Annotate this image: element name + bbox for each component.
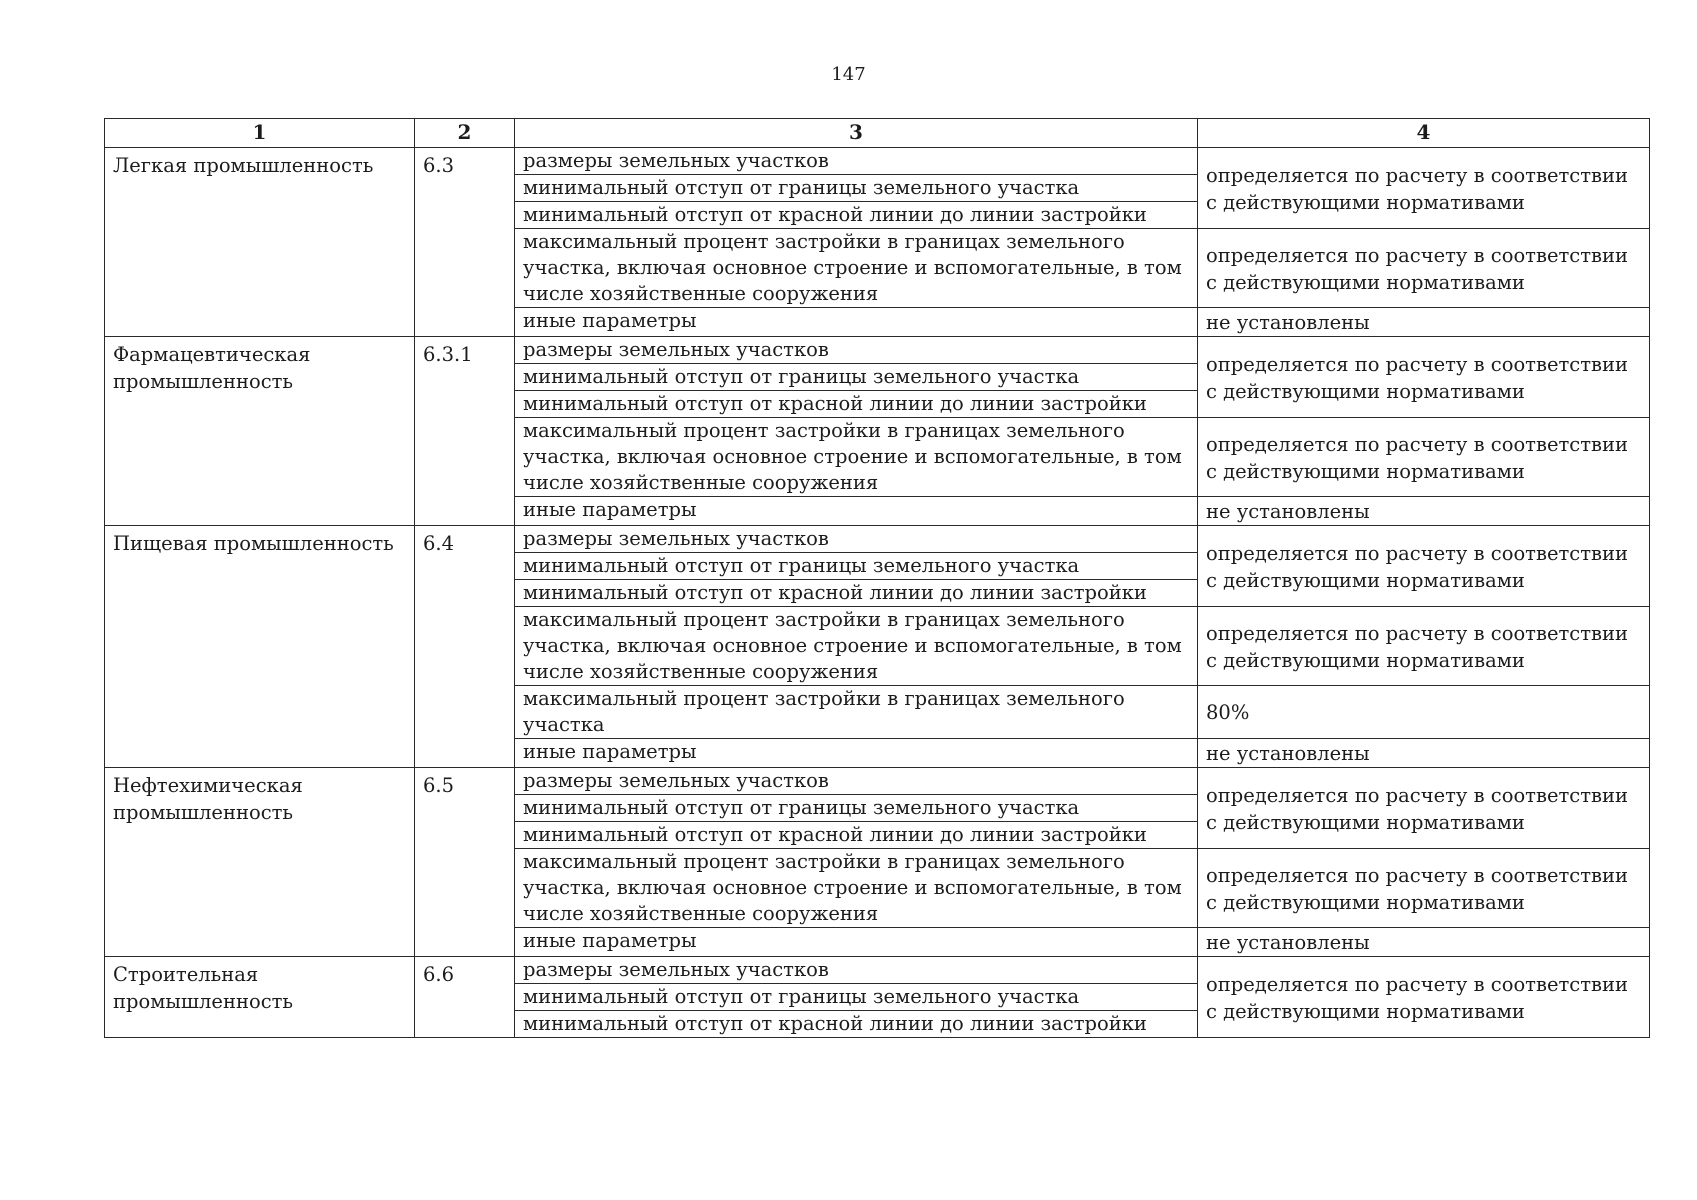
value-cell: определяется по расчету в соответствии с действующими нормативами — [1198, 337, 1650, 418]
parameter-cell: минимальный отступ от красной линии до линии застройки — [515, 1011, 1198, 1038]
parameter-cell: размеры земельных участков — [515, 957, 1198, 984]
land-use-code: 6.6 — [415, 957, 515, 1038]
header-row — [105, 119, 1650, 148]
parameter-cell: минимальный отступ от красной линии до линии застройки — [515, 391, 1198, 418]
value-cell: не установлены — [1198, 739, 1650, 768]
value-cell: определяется по расчету в соответствии с действующими нормативами — [1198, 768, 1650, 849]
table-row — [105, 526, 1650, 553]
land-use-name: Строительная промышленность — [105, 957, 415, 1038]
parameter-cell: минимальный отступ от красной линии до линии застройки — [515, 202, 1198, 229]
parameter-cell: минимальный отступ от красной линии до линии застройки — [515, 822, 1198, 849]
regulations-table — [104, 118, 1650, 1038]
value-cell: определяется по расчету в соответствии с действующими нормативами — [1198, 849, 1650, 928]
parameter-cell: иные параметры — [515, 928, 1198, 957]
parameter-cell: размеры земельных участков — [515, 148, 1198, 175]
land-use-name: Фармацевтическая промышленность — [105, 337, 415, 526]
value-cell: определяется по расчету в соответствии с действующими нормативами — [1198, 957, 1650, 1038]
parameter-cell: максимальный процент застройки в границах земельного участка, включая основное строение и вспомогательные, в том числе хозяйственные сооружения — [515, 607, 1198, 686]
parameter-cell: иные параметры — [515, 497, 1198, 526]
land-use-code: 6.3.1 — [415, 337, 515, 526]
header-col-3: 3 — [515, 119, 1198, 148]
parameter-cell: максимальный процент застройки в границах земельного участка, включая основное строение и вспомогательные, в том числе хозяйственные сооружения — [515, 229, 1198, 308]
value-cell: 80% — [1198, 686, 1650, 739]
value-cell: определяется по расчету в соответствии с действующими нормативами — [1198, 418, 1650, 497]
table-row — [105, 957, 1650, 984]
parameter-cell: минимальный отступ от границы земельного участка — [515, 364, 1198, 391]
header-col-1: 1 — [105, 119, 415, 148]
page-number: 147 — [831, 64, 866, 85]
land-use-code: 6.3 — [415, 148, 515, 337]
value-cell: определяется по расчету в соответствии с действующими нормативами — [1198, 526, 1650, 607]
parameter-cell: минимальный отступ от границы земельного участка — [515, 795, 1198, 822]
value-cell: определяется по расчету в соответствии с действующими нормативами — [1198, 148, 1650, 229]
land-use-name: Легкая промышленность — [105, 148, 415, 337]
parameter-cell: максимальный процент застройки в границах земельного участка — [515, 686, 1198, 739]
parameter-cell: размеры земельных участков — [515, 768, 1198, 795]
parameter-cell: размеры земельных участков — [515, 337, 1198, 364]
value-cell: не установлены — [1198, 928, 1650, 957]
parameter-cell: иные параметры — [515, 308, 1198, 337]
value-cell: определяется по расчету в соответствии с действующими нормативами — [1198, 607, 1650, 686]
parameter-cell: максимальный процент застройки в границах земельного участка, включая основное строение и вспомогательные, в том числе хозяйственные сооружения — [515, 418, 1198, 497]
value-cell: определяется по расчету в соответствии с действующими нормативами — [1198, 229, 1650, 308]
parameter-cell: минимальный отступ от границы земельного участка — [515, 175, 1198, 202]
header-col-4: 4 — [1198, 119, 1650, 148]
land-use-code: 6.5 — [415, 768, 515, 957]
table-row — [105, 148, 1650, 175]
land-use-name: Нефтехимическая промышленность — [105, 768, 415, 957]
header-col-2: 2 — [415, 119, 515, 148]
parameter-cell: минимальный отступ от границы земельного участка — [515, 984, 1198, 1011]
table-row — [105, 337, 1650, 364]
parameter-cell: максимальный процент застройки в границах земельного участка, включая основное строение и вспомогательные, в том числе хозяйственные сооружения — [515, 849, 1198, 928]
parameter-cell: размеры земельных участков — [515, 526, 1198, 553]
land-use-code: 6.4 — [415, 526, 515, 768]
parameter-cell: минимальный отступ от границы земельного участка — [515, 553, 1198, 580]
table-row — [105, 768, 1650, 795]
value-cell: не установлены — [1198, 308, 1650, 337]
parameter-cell: иные параметры — [515, 739, 1198, 768]
land-use-name: Пищевая промышленность — [105, 526, 415, 768]
value-cell: не установлены — [1198, 497, 1650, 526]
parameter-cell: минимальный отступ от красной линии до линии застройки — [515, 580, 1198, 607]
